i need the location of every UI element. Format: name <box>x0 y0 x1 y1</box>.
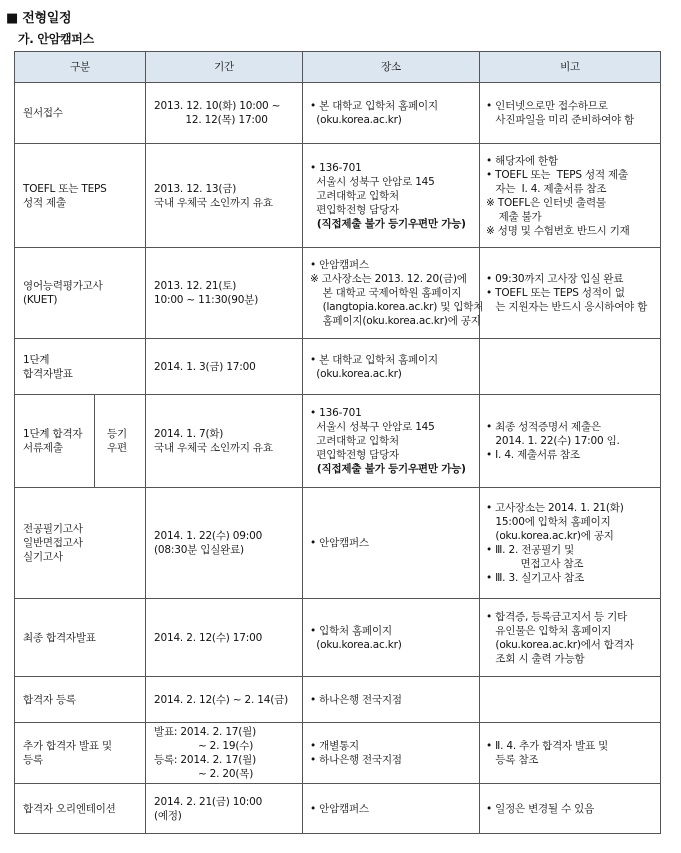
note-line: • 합격증, 등록금고지서 등 기타 <box>486 610 628 623</box>
category-cell <box>15 677 146 723</box>
note-line: ※ 성명 및 수험번호 반드시 기재 <box>486 224 630 237</box>
header-period: 기간 <box>146 52 303 83</box>
place-line: • 본 대학교 입학처 홈페이지 <box>310 100 438 112</box>
table-row <box>15 723 661 784</box>
place-line: • 136-701 <box>310 407 362 419</box>
category-line: 합격자 등록 <box>23 693 76 706</box>
period-line: (예정) <box>154 809 182 822</box>
table-row <box>15 599 661 677</box>
category-cell <box>15 248 146 339</box>
period-cell <box>146 677 303 723</box>
note-line: • 고사장소는 2014. 1. 21(화) <box>486 502 624 514</box>
period-line: 2014. 1. 22(수) 09:00 <box>154 530 263 542</box>
note-cell <box>480 723 661 784</box>
place-line: • 입학처 홈페이지 <box>310 624 392 637</box>
place-cell <box>303 599 480 677</box>
period-cell <box>146 395 303 488</box>
period-line: 2014. 2. 12(수) ~ 2. 14(금) <box>154 693 288 706</box>
place-cell <box>303 488 480 599</box>
place-line: • 안암캠퍼스 <box>310 802 369 815</box>
place-line: (oku.korea.ac.kr) <box>310 114 402 126</box>
place-cell <box>303 83 480 144</box>
category-line: 실기고사 <box>23 551 63 563</box>
period-line: 국내 우체국 소인까지 유효 <box>154 442 273 454</box>
note-line: 15:00에 입학처 홈페이지 <box>486 516 611 528</box>
note-cell <box>480 83 661 144</box>
category-line: 서류제출 <box>23 442 63 454</box>
note-cell <box>480 488 661 599</box>
category-cell <box>15 395 95 488</box>
place-line: • 하나은행 전국지점 <box>310 693 402 706</box>
place-line: (oku.korea.ac.kr) <box>310 638 402 651</box>
table-row <box>15 248 661 339</box>
header-category: 구분 <box>15 52 146 83</box>
schedule-table <box>14 51 661 834</box>
note-line: • 최종 성적증명서 제출은 <box>486 421 601 433</box>
period-line: 발표: 2014. 2. 17(월) <box>154 726 257 738</box>
place-cell <box>303 677 480 723</box>
note-line: • 09:30까지 고사장 입실 완료 <box>486 273 624 285</box>
category-line: 원서접수 <box>23 107 63 119</box>
place-line: 본 대학교 국제어학원 홈페이지 <box>310 287 462 299</box>
period-line: ~ 2. 20(목) <box>154 768 254 780</box>
period-line: 2013. 12. 10(화) 10:00 ~ <box>154 100 281 112</box>
header-note: 비고 <box>480 52 661 83</box>
note-line: • 해당자에 한함 <box>486 154 558 167</box>
period-line: ~ 2. 19(수) <box>154 740 254 752</box>
note-cell <box>480 599 661 677</box>
note-line: • TOEFL 또는 TEPS 성적이 없 <box>486 287 625 299</box>
period-line: 12. 12(목) 17:00 <box>154 114 268 126</box>
note-line: 등록 참조 <box>486 754 539 766</box>
category-line: 성적 제출 <box>23 196 66 209</box>
place-line: • 안암캠퍼스 <box>310 259 369 271</box>
category-line: 등록 <box>23 754 43 766</box>
category-cell <box>15 83 146 144</box>
category-line: 합격자 오리엔테이션 <box>23 802 116 815</box>
table-row <box>15 144 661 248</box>
subsection-title: 가. 안암캠퍼스 <box>18 32 94 46</box>
note-line: • Ⅲ. 3. 실기고사 참조 <box>486 572 585 584</box>
table-row <box>15 395 661 488</box>
place-line: • 본 대학교 입학처 홈페이지 <box>310 353 438 366</box>
table-row <box>15 677 661 723</box>
place-cell <box>303 395 480 488</box>
place-cell <box>303 248 484 339</box>
place-cell <box>303 339 480 395</box>
place-line: 서울시 성북구 안암로 145 <box>310 175 435 188</box>
period-line: 2013. 12. 13(금) <box>154 182 237 195</box>
note-line: • Ⅲ. 2. 전공필기 및 <box>486 544 575 556</box>
category-cell <box>15 144 146 248</box>
category-sub-line: 등기 <box>107 428 127 440</box>
note-line: • Ⅱ. 4. 추가 합격자 발표 및 <box>486 740 609 752</box>
note-line: 는 지원자는 반드시 응시하여야 함 <box>486 301 648 313</box>
category-line: 일반면접고사 <box>23 537 83 549</box>
note-line: • 인터넷으로만 접수하므로 <box>486 100 608 112</box>
category-line: 영어능력평가고사 <box>23 280 103 292</box>
period-line: 2013. 12. 21(토) <box>154 280 237 292</box>
place-line: 고려대학교 입학처 <box>310 435 399 447</box>
period-cell <box>146 723 303 784</box>
note-line: 조회 시 출력 가능함 <box>486 652 585 665</box>
category-cell <box>15 784 146 834</box>
note-line: 유인물은 입학처 홈페이지 <box>486 624 612 637</box>
place-cell <box>303 144 480 248</box>
period-line: 2014. 1. 3(금) 17:00 <box>154 360 256 373</box>
period-line: (08:30분 입실완료) <box>154 544 244 556</box>
place-line: 편입학전형 담당자 <box>310 449 399 461</box>
place-bold-line: (직접제출 불가 등기우편만 가능) <box>310 463 466 475</box>
place-line: 홈페이지(oku.korea.ac.kr)에 공지 <box>310 315 481 327</box>
category-sub-cell <box>95 395 146 488</box>
category-line: 전공필기고사 <box>23 523 83 535</box>
period-line: 2014. 1. 7(화) <box>154 428 224 440</box>
place-bold-line: (직접제출 불가 등기우편만 가능) <box>310 217 466 230</box>
table-row <box>15 339 661 395</box>
note-line: • 일정은 변경될 수 있음 <box>486 802 595 815</box>
category-line: 1단계 <box>23 353 50 366</box>
table-row <box>15 488 661 599</box>
period-line: 10:00 ~ 11:30(90분) <box>154 294 259 306</box>
note-line: 2014. 1. 22(수) 17:00 임. <box>486 435 620 447</box>
note-line: (oku.korea.ac.kr)에서 합격자 <box>486 638 634 651</box>
category-line: 추가 합격자 발표 및 <box>23 740 112 752</box>
section-title: ■ 전형일정 <box>6 11 72 26</box>
place-line: 서울시 성북구 안암로 145 <box>310 421 435 433</box>
place-line: • 안암캠퍼스 <box>310 537 369 549</box>
category-cell <box>15 723 146 784</box>
place-line: ※ 고사장소는 2013. 12. 20(금)에 <box>310 273 467 285</box>
note-cell <box>480 144 661 248</box>
table-row <box>15 784 661 834</box>
period-line: 등록: 2014. 2. 17(월) <box>154 754 257 766</box>
place-line: 편입학전형 담당자 <box>310 203 399 216</box>
period-cell <box>146 488 303 599</box>
place-cell <box>303 723 480 784</box>
note-cell <box>480 784 661 834</box>
place-line: (oku.korea.ac.kr) <box>310 367 402 380</box>
note-line: 자는 Ⅰ. 4. 제출서류 참조 <box>486 182 607 195</box>
period-cell <box>146 339 303 395</box>
table-header-row <box>15 52 661 83</box>
category-line: (KUET) <box>23 294 58 306</box>
place-line: • 하나은행 전국지점 <box>310 754 402 766</box>
category-sub-line: 우편 <box>107 442 127 454</box>
period-cell <box>146 144 303 248</box>
category-cell <box>15 339 146 395</box>
period-cell <box>146 784 303 834</box>
note-cell <box>480 395 661 488</box>
period-line: 국내 우체국 소인까지 유효 <box>154 196 273 209</box>
note-line: 면접고사 참조 <box>486 558 584 570</box>
period-line: 2014. 2. 12(수) 17:00 <box>154 631 263 644</box>
category-line: 합격자발표 <box>23 367 73 380</box>
period-line: 2014. 2. 21(금) 10:00 <box>154 795 263 808</box>
note-line: 사진파일을 미리 준비하여야 함 <box>486 114 635 126</box>
period-cell <box>146 83 303 144</box>
note-cell <box>480 248 661 339</box>
header-place: 장소 <box>303 52 480 83</box>
category-line: 1단계 합격자 <box>23 428 83 440</box>
note-line: • Ⅰ. 4. 제출서류 참조 <box>486 449 580 461</box>
note-line: ※ TOEFL은 인터넷 출력물 <box>486 196 606 209</box>
note-line: (oku.korea.ac.kr)에 공지 <box>486 530 614 542</box>
category-line: 최종 합격자발표 <box>23 631 96 644</box>
place-line: (langtopia.korea.ac.kr) 및 입학처 <box>310 301 484 313</box>
place-line: 고려대학교 입학처 <box>310 189 399 202</box>
period-cell <box>146 599 303 677</box>
period-cell <box>146 248 303 339</box>
table-row <box>15 83 661 144</box>
category-cell <box>15 488 146 599</box>
category-line: TOEFL 또는 TEPS <box>23 182 107 195</box>
category-cell <box>15 599 146 677</box>
place-cell <box>303 784 480 834</box>
note-cell <box>480 677 661 723</box>
note-line: • TOEFL 또는 TEPS 성적 제출 <box>486 168 628 181</box>
note-line: 제출 불가 <box>486 210 542 223</box>
note-cell <box>480 339 661 395</box>
place-line: • 개별통지 <box>310 740 359 752</box>
place-line: • 136-701 <box>310 161 362 174</box>
